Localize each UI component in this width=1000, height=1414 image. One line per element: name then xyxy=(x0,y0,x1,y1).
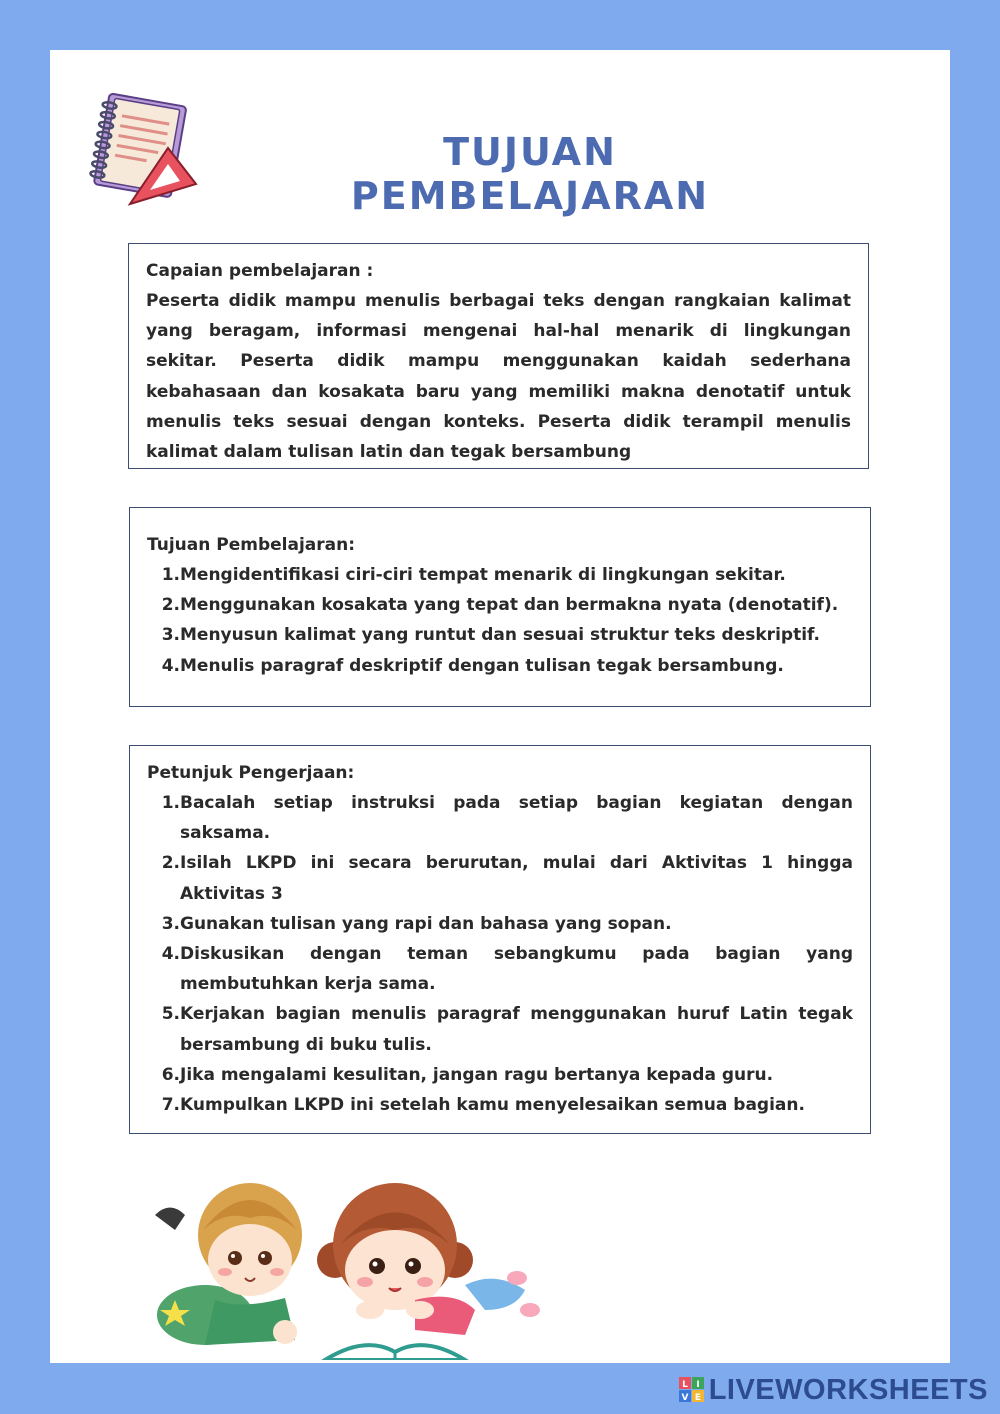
children-reading-illustration xyxy=(145,1160,545,1360)
capaian-text: Peserta didik mampu menulis berbagai teks dengan rangkaian kalimat yang beragam, informasi mengenai hal-hal menarik di lingkungan sekitar. Peserta didik mampu menggunakan kaidah sederhana kebahasaan dan kosakata baru yang memiliki makna denotatif untuk menulis teks sesuai dengan konteks. Peserta didik terampil menulis kalimat dalam tulisan latin dan tegak bersambung xyxy=(146,291,851,463)
logo-badge-letter-i: I xyxy=(696,1380,700,1390)
tujuan-heading: Tujuan Pembelajaran: xyxy=(147,535,356,555)
capaian-heading: Capaian pembelajaran : xyxy=(146,261,374,281)
list-item-number: 6. xyxy=(161,1064,180,1085)
list-item-text: Diskusikan dengan teman sebangkumu pada bagian yang membutuhkan kerja sama. xyxy=(180,944,853,995)
petunjuk-list xyxy=(147,788,853,1120)
logo-badge-letter-e: E xyxy=(694,1393,701,1403)
list-item-text: Menggunakan kosakata yang tepat dan bermakna nyata (denotatif). xyxy=(180,595,839,616)
list-item-number: 3. xyxy=(161,625,180,646)
liveworksheets-logo-icon xyxy=(679,1377,705,1403)
list-item-text: Bacalah setiap instruksi pada setiap bagian kegiatan dengan saksama. xyxy=(180,793,853,844)
tujuan-list xyxy=(147,560,853,681)
tujuan-box xyxy=(129,507,871,707)
liveworksheets-logo-text: LIVEWORKSHEETS xyxy=(708,1373,988,1406)
list-item xyxy=(147,909,853,939)
list-item-text: Jika mengalami kesulitan, jangan ragu bertanya kepada guru. xyxy=(180,1064,774,1085)
list-item xyxy=(147,999,853,1059)
petunjuk-heading: Petunjuk Pengerjaan: xyxy=(147,763,355,783)
logo-badge-letter-v: V xyxy=(681,1393,689,1403)
list-item xyxy=(147,651,853,681)
list-item-number: 1. xyxy=(161,793,180,813)
list-item xyxy=(147,788,853,848)
list-item-text: Kumpulkan LKPD ini setelah kamu menyelesaikan semua bagian. xyxy=(180,1095,805,1116)
list-item xyxy=(147,560,853,590)
list-item xyxy=(147,1060,853,1090)
list-item xyxy=(147,848,853,908)
list-item xyxy=(147,620,853,650)
worksheet-page xyxy=(50,50,950,1363)
list-item-text: Isilah LKPD ini secara berurutan, mulai dari Aktivitas 1 hingga Aktivitas 3 xyxy=(180,853,853,904)
page-title: TUJUAN PEMBELAJARAN xyxy=(350,130,710,218)
list-item-text: Mengidentifikasi ciri-ciri tempat menarik di lingkungan sekitar. xyxy=(180,565,786,585)
logo-badge-letter-l: L xyxy=(681,1380,688,1390)
list-item-number: 3. xyxy=(161,913,180,934)
capaian-box xyxy=(128,243,869,469)
notebook-ruler-icon xyxy=(78,92,208,212)
list-item-text: Menyusun kalimat yang runtut dan sesuai struktur teks deskriptif. xyxy=(180,625,820,646)
list-item xyxy=(147,939,853,999)
list-item-number: 2. xyxy=(161,595,180,616)
list-item xyxy=(147,590,853,620)
list-item-number: 4. xyxy=(161,655,180,676)
liveworksheets-logo xyxy=(679,1374,988,1406)
list-item-number: 4. xyxy=(161,944,180,965)
list-item-text: Gunakan tulisan yang rapi dan bahasa yang sopan. xyxy=(180,913,672,934)
list-item-text: Kerjakan bagian menulis paragraf menggunakan huruf Latin tegak bersambung di buku tulis. xyxy=(180,1004,853,1055)
list-item xyxy=(147,1090,853,1120)
list-item-text: Menulis paragraf deskriptif dengan tulisan tegak bersambung. xyxy=(180,655,784,676)
list-item-number: 5. xyxy=(161,1004,180,1025)
petunjuk-box xyxy=(129,745,871,1134)
list-item-number: 1. xyxy=(161,565,180,585)
list-item-number: 2. xyxy=(161,853,180,874)
list-item-number: 7. xyxy=(161,1095,180,1116)
